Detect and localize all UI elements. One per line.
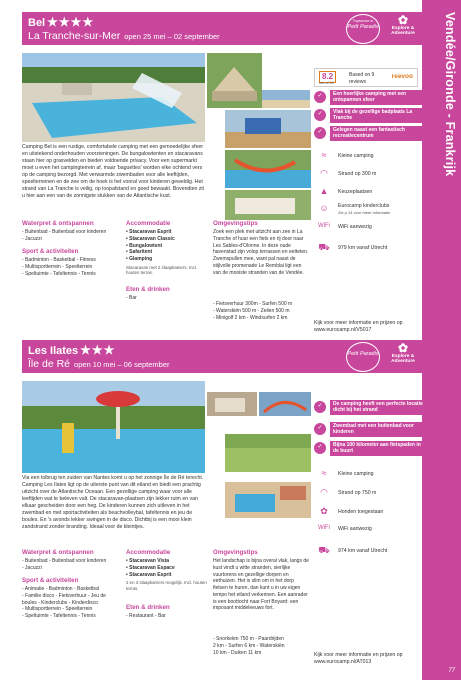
camp1-explore-badge (388, 14, 418, 37)
amenity-item: ⛟ 979 km vanaf Utrecht (316, 242, 387, 254)
feature-item: ✓ Zwembad met een buitenbad voor kinderen (314, 422, 426, 437)
camp2-petit-paradis-badge (346, 342, 380, 372)
camp1-tips-list (213, 301, 309, 321)
feature-item: ✓ Vlak bij de gezellige badplaats La Tranche (314, 108, 426, 123)
camp1-mobilehome-photo (225, 190, 311, 220)
camp1-accommodatie-list (126, 229, 210, 276)
camp1-more-info: Kijk voor meer informatie en prijzen op www.eurocamp.nl/V5017 (314, 320, 403, 334)
list-item: • Stacaravan Esprit (126, 229, 172, 235)
check-icon: ✓ (314, 127, 326, 139)
campfire-icon: ▲ (319, 186, 329, 196)
amenity-item: ☺ Eurocamp kinderclubs Zie p.14 voor meer informatie (316, 203, 390, 215)
list-item: 2 km - Surfen 6 km - Waterskiën (213, 642, 285, 649)
region-label: Vendée/Gironde - Frankrijk (443, 12, 457, 177)
list-item: • Bungalowtent (126, 242, 163, 249)
feature-item: ✓ Bijna 100 kilometer aan fietspaden in de buurt (314, 441, 426, 456)
amenity-item: ◠ Strand op 750 m (316, 487, 376, 499)
camp1-location: La Tranche-sur-Mer (28, 30, 121, 42)
list-item: • Glamping (126, 256, 153, 262)
list-item: - Snorkelen 750 m - Paardrijden (213, 636, 284, 642)
camp1-rating (314, 68, 418, 87)
wifi-icon: WiFi (318, 223, 330, 229)
rating-out-of: out of 10 (319, 81, 334, 85)
check-icon: ✓ (314, 442, 326, 454)
page-number: 77 (448, 668, 455, 675)
paw-icon: ✿ (397, 13, 409, 27)
camp2-stars: ★★★ (80, 343, 116, 357)
list-item: - Waterskiën 500 m - Zeilen 500 m (213, 307, 290, 314)
topsector-label: Topsector in (352, 19, 374, 23)
rating-score: 8.2 (319, 71, 336, 83)
camp1-playground-photo (225, 110, 311, 148)
list-item: • Safaritent (126, 249, 153, 256)
list-item: - Multisportterrein - Speelterrein (22, 263, 93, 270)
camp2-aerial-photo (225, 482, 311, 518)
list-item: - Familie disco - Fietsverhuur - Jeu de (22, 592, 106, 599)
list-item: - Buitenbad - Buitenbad voor kinderen (22, 229, 107, 235)
camp2-features (314, 400, 422, 570)
feature-item: ✓ Een heerlijke camping met een ontspannen sfeer (314, 90, 426, 105)
camp2-eten-list (126, 613, 166, 620)
car-icon: ⛟ (318, 242, 330, 252)
camp1-water-list (22, 229, 122, 243)
camp1-tips-title: Omgevingstips (213, 220, 258, 227)
amenity-item: ≈ Kleine camping (316, 150, 373, 162)
camp1-sport-list (22, 257, 122, 277)
list-item: • Stacaravan Esprit (126, 571, 172, 578)
camp2-sport-list (22, 586, 124, 620)
list-item: - Minigolf 2 km - Windsurfen 2 km (213, 314, 288, 321)
camp1-stars: ★★★★ (47, 15, 95, 29)
wifi-icon: WiFi (318, 525, 330, 531)
camp1-slide-photo (225, 150, 311, 188)
explore-label: Explore & Adventure (391, 354, 415, 365)
car-icon: ⛟ (318, 545, 330, 555)
camp1-eten-list (126, 295, 137, 302)
camp2-description: Via een tolbrug ten zuiden van Nantes komt u op het zonnige Île de Ré terecht. Camping Les Ilates ligt op de uiterste punt van dit eiland en biedt een prachtig uitzicht over de Atlantische Oceaan. Een gezellige camping waar voor alle leeftijden wat te beleven valt. De stacaravan-plaatsen zijn lekker ruim en van elkaar gescheiden door een heg. De kinderen kunnen zich uitleven in het zwembad en met sportactiviteiten als beachvolleybal, tafeltennis en jeu de boules. En 's avonds lekker swingen in de disco. Dichtbij is een mooi klein zandstrand zonder branding. Ideaal voor de kleintjes. (22, 475, 204, 531)
camp2-sport-title: Sport & activiteiten (22, 577, 79, 584)
list-item: • Stacaravan Espace (126, 564, 175, 571)
camp2-header (22, 340, 422, 373)
check-icon: ✓ (314, 91, 326, 103)
list-item: - Restaurant - Bar (126, 613, 166, 619)
kids-icon: ☺ (319, 203, 329, 213)
rating-reviews: Based on 9 reviews (349, 72, 375, 85)
camp2-accommodatie-title: Accommodatie (126, 549, 171, 556)
amenity-item: ✿ Honden toegestaan (316, 506, 383, 518)
camp2-tips-list (213, 636, 309, 656)
camp2-more-info: Kijk voor meer informatie en prijzen op www.eurocamp.nl/AT013 (314, 652, 403, 666)
camp1-tips-text: Zoek een plek met uitzicht aan zee in La Tranche of huur een fiets en rij door naar Les Sables-d'Olonne. In deze oude havenstad zijn volop terrassen en eetteten. Zwemspullen mee, want pal naast de stijlvolle promenade Le Remblai ligt een van de mooiste stranden van de Vendée. (213, 229, 309, 276)
pool-icon: ≈ (321, 468, 327, 478)
check-icon: ✓ (314, 109, 326, 121)
camp1-pool-photo (22, 53, 205, 142)
feature-item: ✓ Gelegen naast een fantastisch recreatiecentrum (314, 126, 426, 141)
list-item: - Buitenbad - Buitenbad voor kinderen (22, 558, 107, 564)
paw-icon: ✿ (397, 341, 409, 355)
camp1-open: open 25 mei – 02 september (124, 32, 220, 41)
camp2-eten-title: Eten & drinken (126, 604, 170, 611)
check-icon: ✓ (314, 401, 326, 413)
camp2-slide-photo (259, 392, 311, 416)
camp2-name: Les Ilates (28, 345, 79, 357)
camp2-tips-title: Omgevingstips (213, 549, 258, 556)
petit-paradis-label: Petit Paradis (347, 351, 379, 357)
camp2-water-list (22, 558, 122, 572)
camp1-eten-title: Eten & drinken (126, 286, 170, 293)
list-item: 10 km - Duiken 11 km (213, 649, 262, 656)
camp1-water-title: Waterpret & ontspannen (22, 220, 94, 227)
amenity-item: ≈ Kleine camping (316, 468, 373, 480)
camp2-field-photo (225, 434, 311, 472)
explore-label: Explore & Adventure (391, 26, 415, 37)
camp1-accommodatie-title: Accommodatie (126, 220, 171, 227)
amenity-item: ⛟ 974 km vanaf Utrecht (316, 545, 387, 557)
camp2-open: open 10 mei – 06 september (74, 360, 170, 369)
petit-paradis-label: Petit Paradis (347, 23, 379, 30)
camp2-accommodatie-list (126, 558, 210, 591)
camp1-features (314, 90, 422, 320)
accommodatie-note: Stacaravan met 2 slaapkamers. Incl. houten terras. (126, 264, 198, 276)
list-item: - Animatie - Badminton - Basketbal (22, 586, 99, 592)
check-icon: ✓ (314, 423, 326, 435)
reevoo-logo: reevoo (391, 73, 413, 80)
camp2-tips-text: Het landschap is bijna overal vlak, langs de kust vindt u witte stranden, sierlijke vuurtorens en gezellige dorpen en eethuizen. Het is slim om in het dorp fietsen te huren, dan kunt u in uw eigen tempo het eiland verkennen. Een aanrader is een boottocht naar Fort Boyard: een imposant middeleeuws fort. (213, 558, 309, 612)
list-item: - Bar (126, 295, 137, 301)
camp1-sport-title: Sport & activiteiten (22, 248, 79, 255)
camp1-tent-photo (207, 53, 262, 108)
amenity-item: ▲ Keuzeplaatsen (316, 186, 372, 198)
list-item: - Badminton - Basketbal - Fitness (22, 257, 96, 263)
camp1-name: Bel (28, 17, 46, 29)
pool-icon: ≈ (321, 150, 327, 160)
list-item: - Fietsverhuur 300m - Surfen 500 m (213, 301, 293, 307)
camp1-description: Camping Bel is een rustige, comfortabele camping met een gemoedelijke sfeer en uitstekend onderhouden voorzieningen. De bungalowtenten en stacaravans staan hier op grasvelden en bieden voldoende privacy. Voor een supermarkt moet u even het campingterrein af, maar 'baguettes' worden elke ochtend vers op de camping bezorgd. Met verwarmde zwembaden voor alle leeftijden, speelterreinen en de zee om de hoek is het vooral voor kinderen geweldig. Het strand van La Tranche is veilig, op loopafstand en goed bewaakt. Bovendien zit u hier aan een van de zonnigste stukken van de Atlantische kust. (22, 144, 204, 200)
amenity-item: WiFi WiFi aanwezig (318, 525, 372, 532)
camp2-house-photo (207, 392, 257, 416)
camp2-explore-badge (388, 342, 418, 365)
list-item: - Jacuzzi (22, 235, 42, 242)
list-item: - Speltuimte - Tafeltennis - Tennis (22, 613, 96, 619)
dog-icon: ✿ (320, 506, 328, 516)
amenity-item: ◠ Strand op 300 m (316, 168, 376, 180)
camp2-water-title: Waterpret & ontspannen (22, 549, 94, 556)
beach-icon: ◠ (320, 487, 328, 497)
list-item: boules - Kinderclubs - Kinderdisco (22, 599, 98, 606)
list-item: • Stacaravan Classic (126, 235, 175, 242)
beach-icon: ◠ (320, 168, 328, 178)
camp2-pool-photo (22, 381, 205, 473)
camp1-header (22, 12, 422, 45)
list-item: - Speltuimte - Tafeltennis - Tennis (22, 270, 96, 277)
camp1-petit-paradis-badge (346, 14, 380, 44)
camp2-location: Île de Ré (28, 358, 71, 370)
accommodatie-note: 2 en 3 slaapkamers mogelijk. Incl. houten terras. (126, 580, 207, 591)
feature-item: ✓ De camping heeft een perfecte locatie dicht bij het strand (314, 400, 426, 415)
list-item: - Jacuzzi (22, 564, 42, 571)
list-item: - Multisportterrein - Speelterrein (22, 606, 93, 613)
amenity-item: WiFi WiFi aanwezig (318, 223, 372, 230)
camp1-beach-photo (262, 90, 310, 108)
list-item: • Stacaravan Vista (126, 558, 170, 564)
